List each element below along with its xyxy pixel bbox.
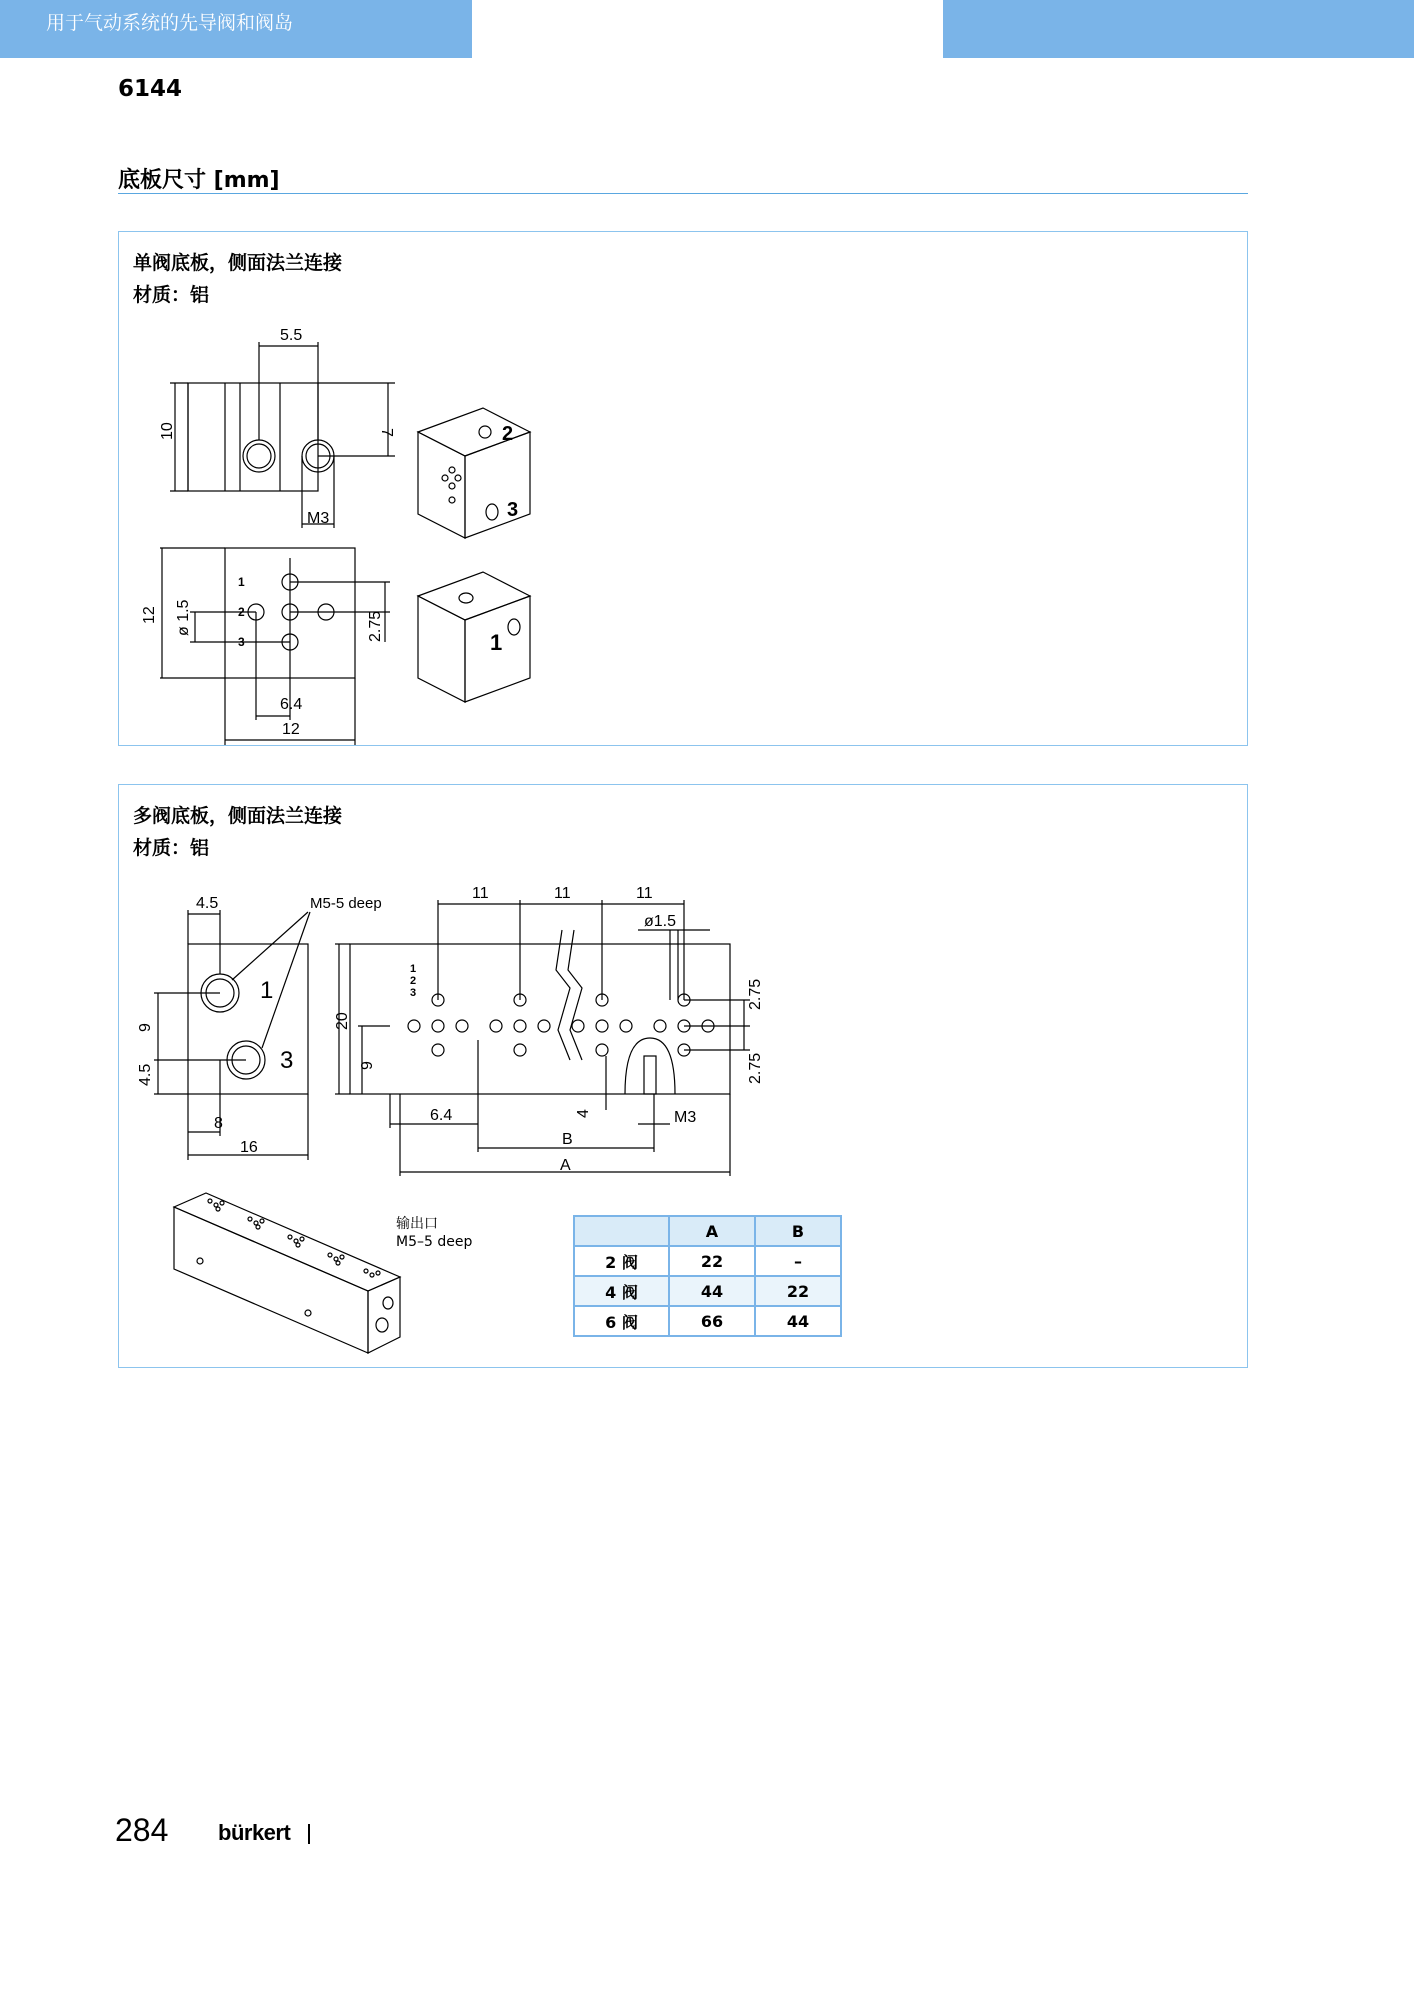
port-group [654, 994, 714, 1056]
table-row [574, 1276, 841, 1306]
header-bar-right [943, 0, 1414, 58]
thread-cutaway [625, 1038, 675, 1094]
dim-label: 8 [214, 1115, 223, 1132]
iso-label: 2 [502, 423, 514, 445]
port-label: 3 [410, 987, 417, 999]
iso-view-bottom [418, 572, 530, 620]
table-row [574, 1246, 841, 1276]
brand-logo: bürkert [218, 1820, 291, 1845]
port-group [408, 994, 468, 1056]
dim-label: 6.4 [280, 696, 303, 713]
dim-label: 11 [554, 885, 571, 902]
dim-label: 2.75 [747, 1052, 764, 1084]
iso-label: 1 [490, 630, 503, 655]
table-cell: 6 阀 [574, 1306, 669, 1336]
category-title: 用于气动系统的先导阀和阀岛 [46, 12, 294, 34]
dim-label: 4.5 [196, 895, 219, 912]
dim-label: 2.75 [747, 978, 764, 1010]
dim-label: 2.75 [367, 610, 384, 642]
port-label: 3 [280, 1047, 294, 1074]
panel-title: 多阀底板，侧面法兰连接 [133, 805, 343, 827]
table-cell: – [755, 1246, 841, 1276]
dim-label: M5-5 deep [310, 895, 382, 912]
port-label: 2 [238, 605, 245, 619]
port-hole [243, 440, 275, 472]
port-label: 1 [410, 963, 417, 975]
dim-label: 9 [137, 1023, 154, 1032]
multi-valve-iso [160, 1185, 420, 1370]
port-group [490, 994, 550, 1056]
dim-label: 16 [240, 1139, 258, 1156]
top-view-body [188, 383, 318, 491]
dim-label: 12 [141, 606, 158, 624]
panel-material: 材质：铝 [133, 837, 210, 859]
table-header-row [574, 1216, 841, 1246]
section-title: 底板尺寸 [mm] [118, 168, 280, 193]
dim-label: 5.5 [280, 327, 303, 344]
header-bar [0, 0, 472, 58]
dim-label: 11 [472, 885, 489, 902]
outlet-title: 输出口 [396, 1216, 438, 1232]
outlet-spec: M5–5 deep [396, 1234, 473, 1250]
panel-material: 材质：铝 [133, 284, 210, 306]
dim-label: 6.4 [430, 1107, 453, 1124]
dim-label: 7 [378, 428, 395, 437]
dim-label: 9 [359, 1061, 376, 1070]
side-view-body [350, 944, 730, 1094]
table-row [574, 1306, 841, 1336]
table-header: A [669, 1216, 755, 1246]
port-dots [208, 1199, 380, 1277]
table-cell: 44 [755, 1306, 841, 1336]
dim-label: A [560, 1157, 571, 1174]
table-cell: 22 [669, 1246, 755, 1276]
dim-label: 10 [159, 422, 176, 440]
outlet-label [396, 1215, 472, 1251]
table-cell: 4 阀 [574, 1276, 669, 1306]
dimensions-table [573, 1215, 842, 1337]
port-label: 1 [238, 575, 245, 589]
iso-label: 3 [507, 499, 519, 521]
table-cell: 44 [669, 1276, 755, 1306]
dim-label: 11 [636, 885, 653, 902]
multi-valve-drawing [130, 860, 780, 1190]
port-label: 3 [238, 635, 245, 649]
port-label: 2 [410, 975, 417, 987]
logo-divider [308, 1824, 310, 1844]
table-cell: 22 [755, 1276, 841, 1306]
table-cell: 66 [669, 1306, 755, 1336]
port-group [572, 994, 632, 1056]
dim-label: B [562, 1131, 573, 1148]
dim-label: 12 [282, 721, 300, 738]
panel-title: 单阀底板，侧面法兰连接 [133, 252, 343, 274]
single-valve-drawing [130, 320, 570, 750]
product-code: 6144 [118, 76, 183, 102]
dim-label: M3 [307, 510, 330, 527]
table-header: B [755, 1216, 841, 1246]
dim-label: 20 [334, 1012, 351, 1030]
dim-label: M3 [674, 1109, 697, 1126]
port-label: 1 [260, 977, 274, 1004]
table-cell: 2 阀 [574, 1246, 669, 1276]
iso-view-top [418, 408, 530, 456]
dim-label: 4 [575, 1109, 592, 1118]
section-divider [118, 193, 1248, 194]
dim-label: 4.5 [137, 1063, 154, 1086]
page-number: 284 [115, 1812, 169, 1848]
dim-label: ø1.5 [644, 913, 677, 930]
table-header [574, 1216, 669, 1246]
dim-label: ø 1.5 [175, 599, 192, 636]
